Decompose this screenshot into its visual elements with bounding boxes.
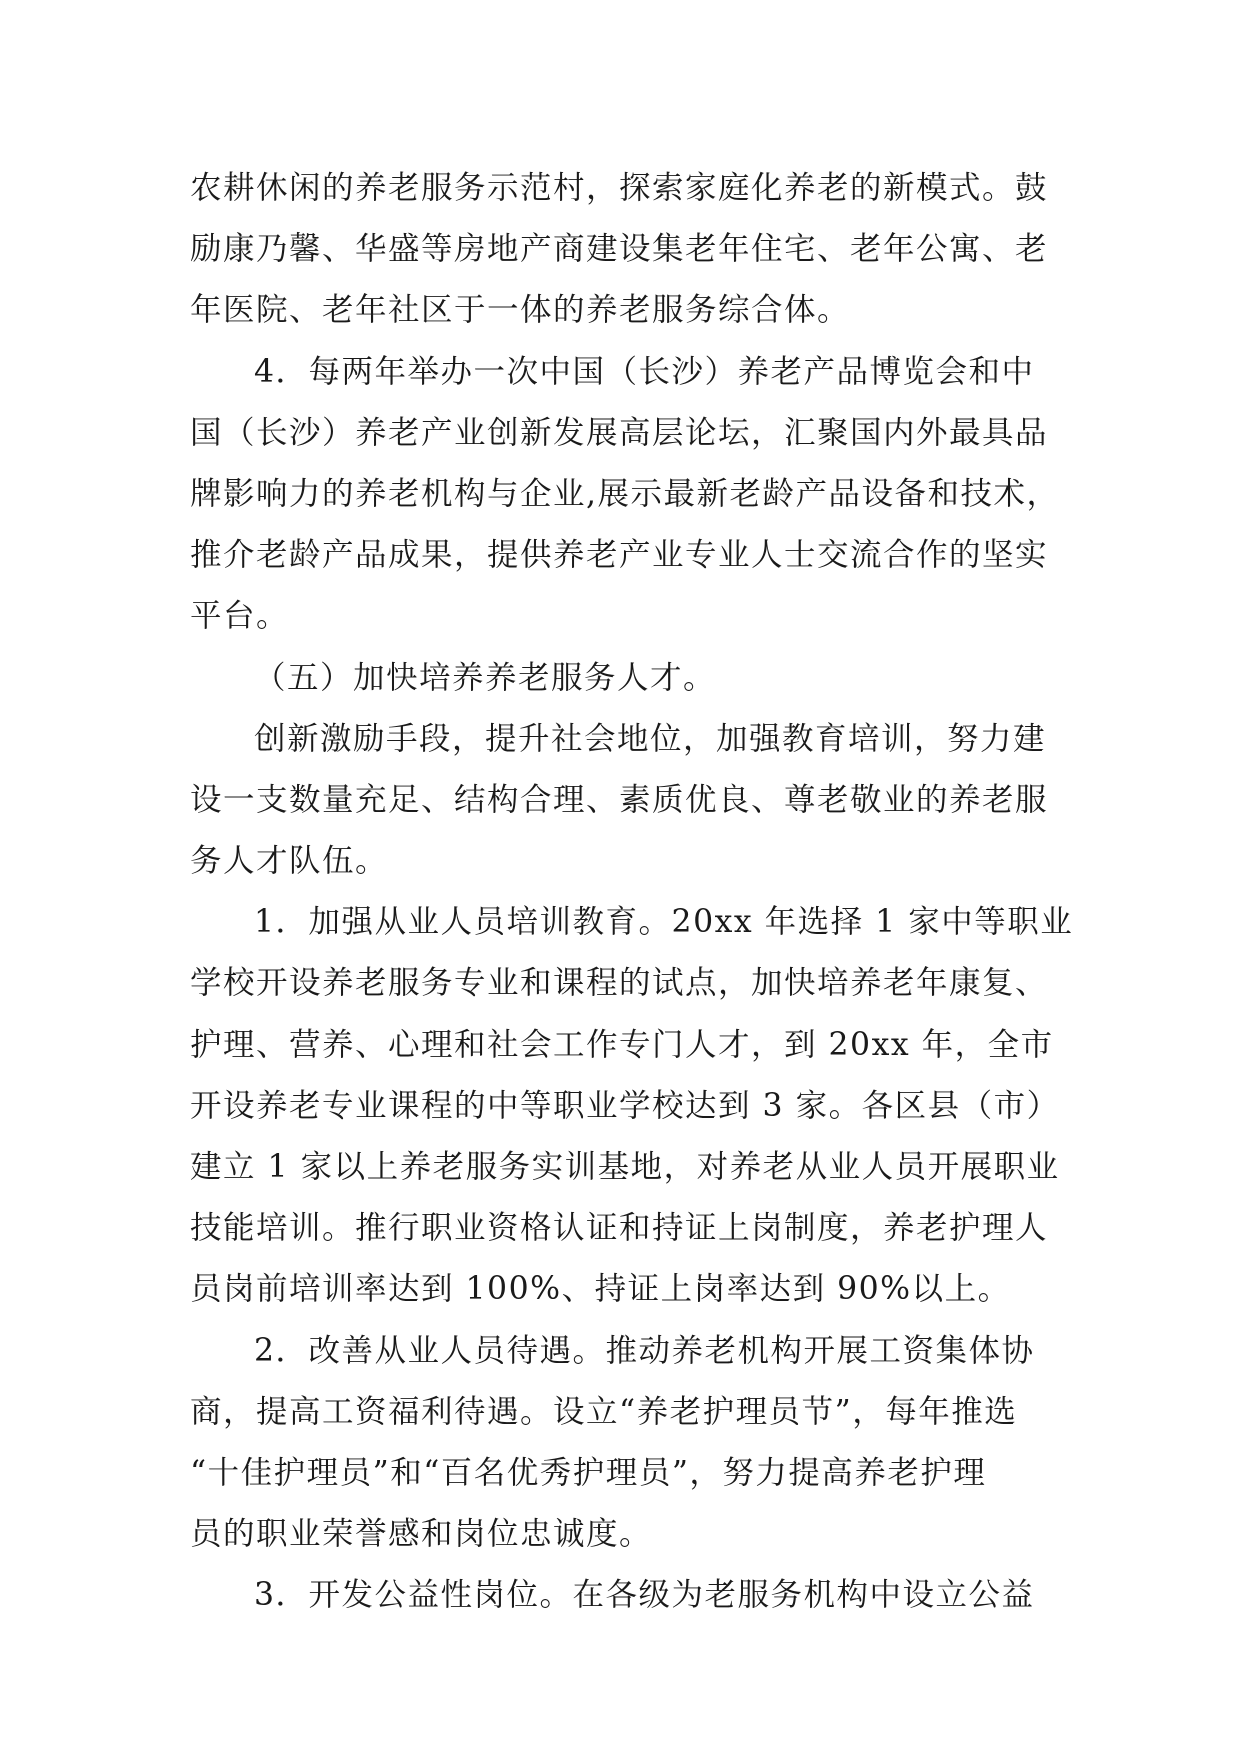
- text-line: 农耕休闲的养老服务示范村，探索家庭化养老的新模式。鼓: [190, 170, 1049, 206]
- text-line: 学校开设养老服务专业和课程的试点，加快培养老年康复、: [190, 965, 1049, 1002]
- text-line: 1．加强从业人员培训教育。20xx 年选择 1 家中等职业: [254, 904, 1074, 941]
- text-line: 创新激励手段，提升社会地位，加强教育培训，努力建: [254, 720, 1047, 757]
- document-body: [190, 158, 1074, 1627]
- text-line: “十佳护理员”和“百名优秀护理员”，努力提高养老护理: [190, 1454, 987, 1491]
- text-line: 国（长沙）养老产业创新发展高层论坛，汇聚国内外最具品: [190, 414, 1049, 451]
- text-line: 护理、营养、心理和社会工作专门人才，到 20xx 年，全市: [190, 1026, 1054, 1063]
- text-line: 励康乃馨、华盛等房地产商建设集老年住宅、老年公寓、老: [190, 231, 1049, 268]
- text-line: （五）加快培养养老服务人才。: [254, 659, 717, 696]
- text-line: 商，提高工资福利待遇。设立“养老护理员节”，每年推选: [190, 1393, 1018, 1430]
- text-line: 员的职业荣誉感和岗位忠诚度。: [190, 1516, 653, 1553]
- text-line: 开设养老专业课程的中等职业学校达到 3 家。各区县（市）: [190, 1087, 1060, 1124]
- text-line: 平台。: [190, 598, 290, 635]
- text-line: 3．开发公益性岗位。在各级为老服务机构中设立公益: [254, 1577, 1035, 1614]
- text-line: 推介老龄产品成果，提供养老产业专业人士交流合作的坚实: [190, 537, 1049, 574]
- text-line: 务人才队伍。: [190, 843, 389, 880]
- text-line: 技能培训。推行职业资格认证和持证上岗制度，养老护理人: [190, 1210, 1049, 1247]
- text-line: 年医院、老年社区于一体的养老服务综合体。: [190, 292, 851, 329]
- text-line: 设一支数量充足、结构合理、素质优良、尊老敬业的养老服: [190, 781, 1049, 818]
- text-line: 2．改善从业人员待遇。推动养老机构开展工资集体协: [254, 1332, 1035, 1369]
- text-line: 4．每两年举办一次中国（长沙）养老产品博览会和中: [254, 353, 1035, 390]
- text-line: 员岗前培训率达到 100%、持证上岗率达到 90%以上。: [190, 1271, 1011, 1308]
- text-line: 牌影响力的养老机构与企业,展示最新老龄产品设备和技术，: [190, 475, 1060, 512]
- text-line: 建立 1 家以上养老服务实训基地，对养老从业人员开展职业: [190, 1149, 1060, 1185]
